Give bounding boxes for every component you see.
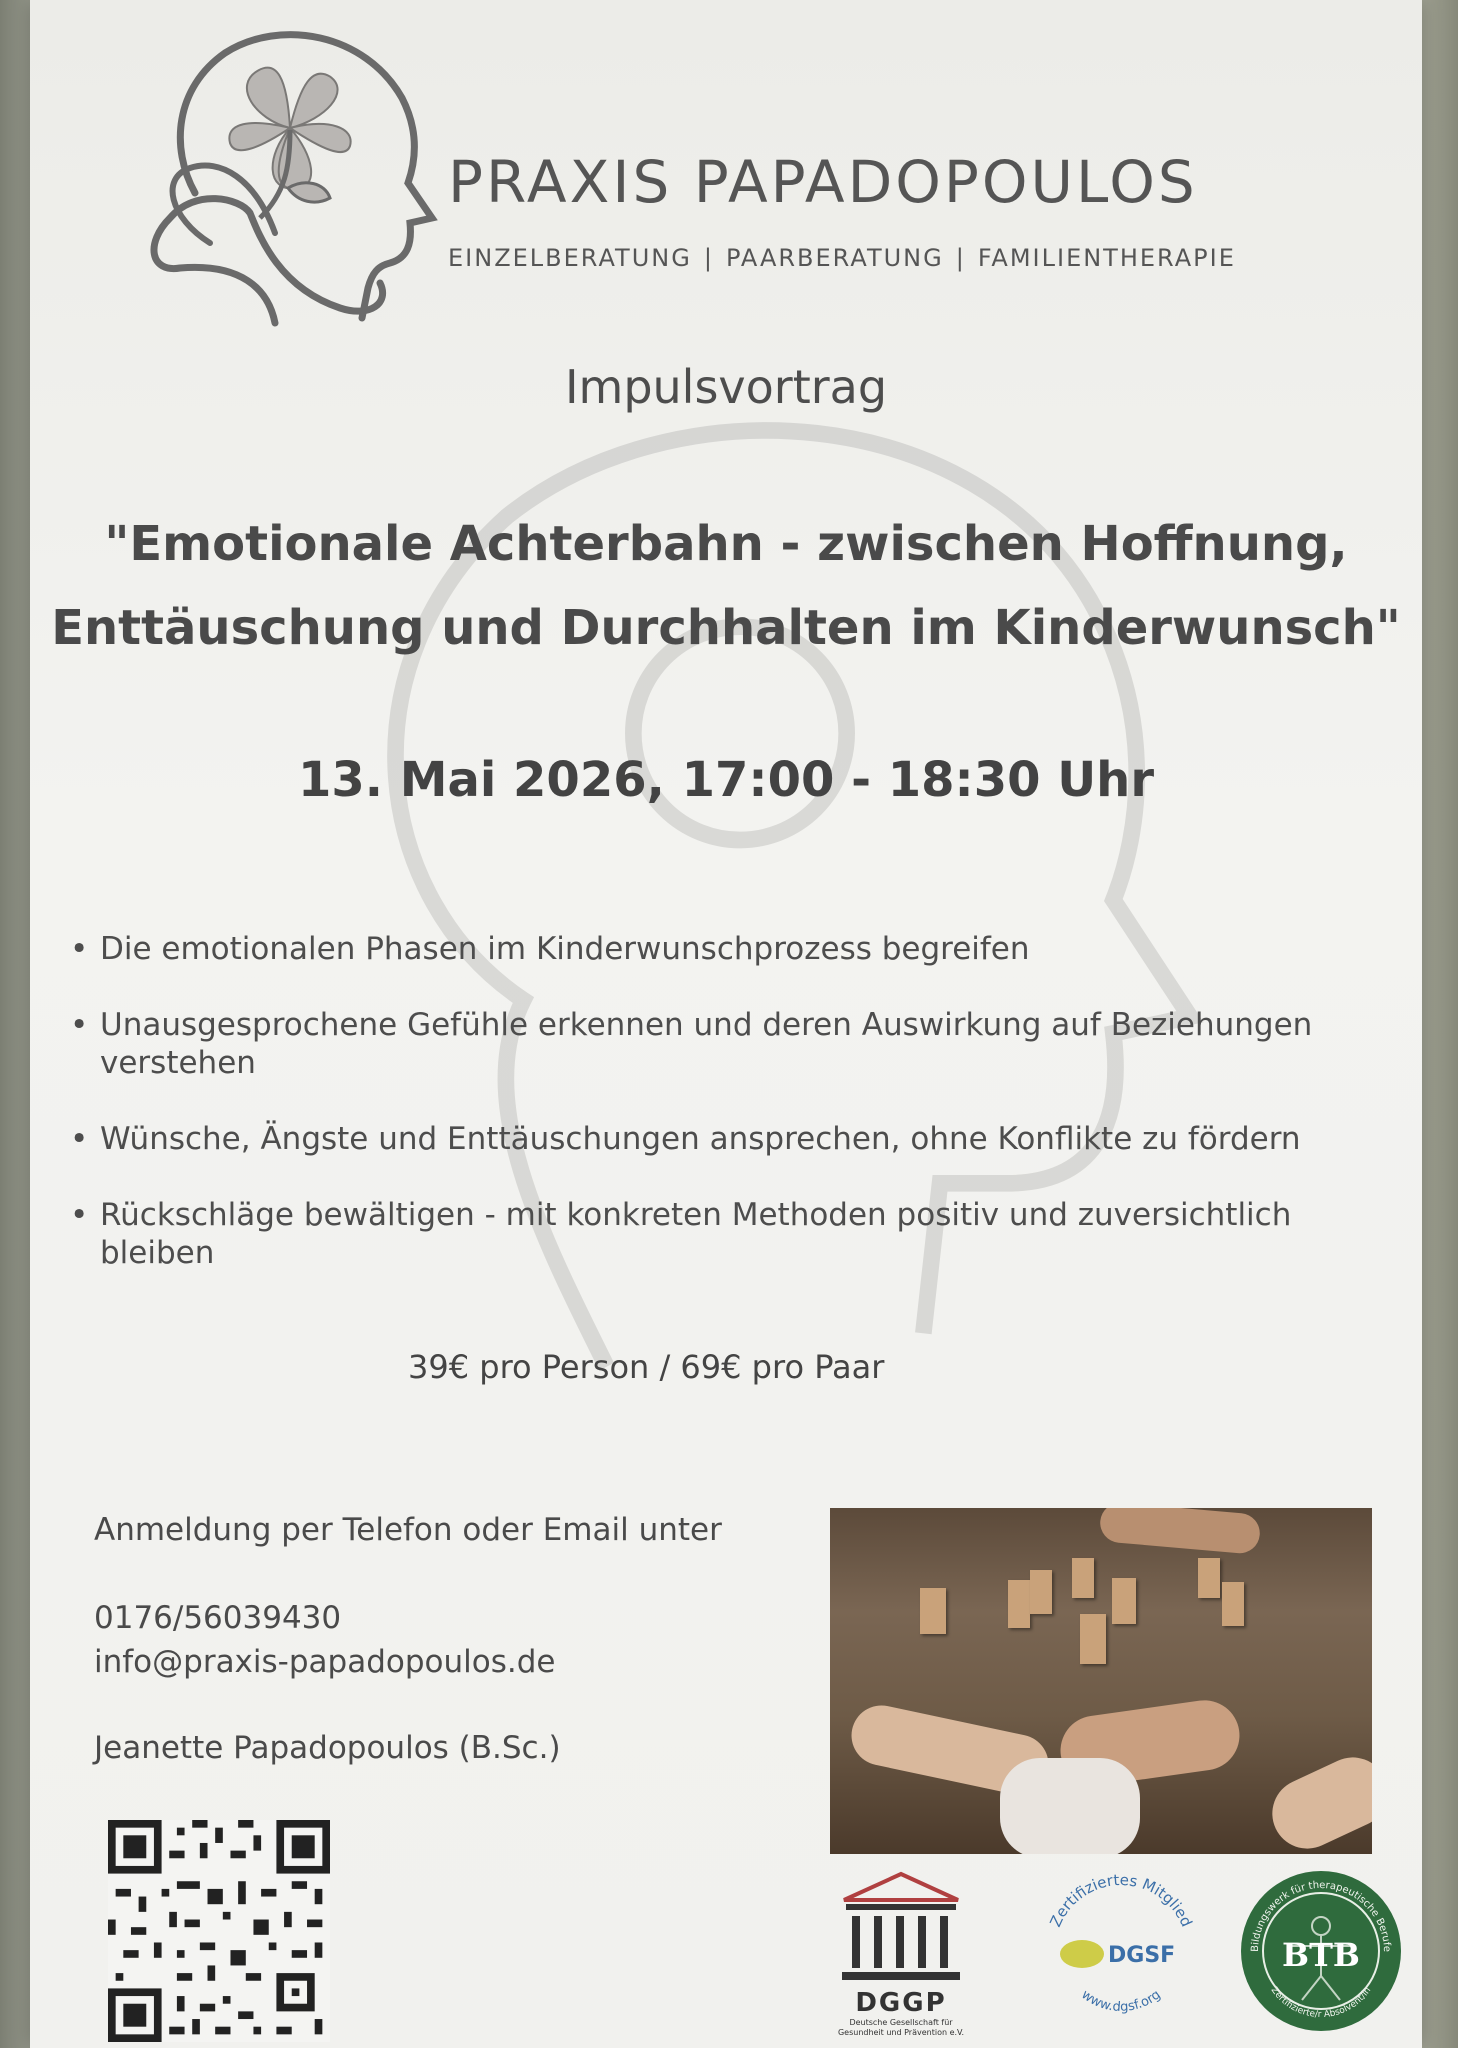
dgsf-top-text: Zertifiziertes Mitglied — [1046, 1870, 1196, 1930]
svg-text:www.dgsf.org — [1078, 1987, 1163, 2015]
wall-right — [1418, 0, 1458, 2048]
dggp-building-icon — [838, 1870, 964, 1986]
event-photo — [830, 1508, 1372, 1854]
brand-services — [448, 244, 1236, 272]
brand-title: PRAXIS PAPADOPOULOS — [448, 148, 1198, 216]
dgsf-abbr: DGSF — [1108, 1943, 1176, 1968]
separator: | — [703, 244, 714, 272]
contact-phone: 0176/56039430 — [94, 1600, 342, 1636]
list-item-text: Rückschläge bewältigen - mit konkreten Methoden positiv und zuversichtlich bleiben — [100, 1197, 1292, 1271]
headline-line-1: "Emotionale Achterbahn - zwischen Hoffnung, — [104, 516, 1348, 572]
btb-ring-bottom-text: Zertifizierte/r Absolvent/in — [1268, 1985, 1374, 2021]
btb-seal-icon — [1238, 1868, 1404, 2034]
price: 39€ pro Person / 69€ pro Paar — [408, 1348, 885, 1386]
event-headline — [30, 502, 1422, 670]
bullet-glyph: • — [70, 1007, 89, 1043]
service-familientherapie: FAMILIENTHERAPIE — [977, 244, 1236, 272]
list-item-text: Unausgesprochene Gefühle erkennen und deren Auswirkung auf Beziehungen verstehen — [100, 1007, 1313, 1081]
list-item — [70, 930, 1390, 968]
event-datetime: 13. Mai 2026, 17:00 - 18:30 Uhr — [297, 752, 1155, 808]
bullet-glyph: • — [70, 1197, 89, 1233]
poster — [30, 0, 1422, 2048]
event-kicker: Impulsvortrag — [564, 360, 888, 414]
watermark-logo-icon — [240, 310, 1240, 1490]
bullet-glyph: • — [70, 931, 89, 967]
list-item — [70, 1120, 1390, 1158]
service-einzelberatung: EINZELBERATUNG — [448, 244, 692, 272]
headline-line-2: Enttäuschung und Durchhalten im Kinderwunsch" — [51, 600, 1401, 656]
bullet-glyph: • — [70, 1121, 89, 1157]
qr-code-icon[interactable] — [108, 1820, 330, 2042]
list-item — [70, 1196, 1390, 1272]
btb-abbr: BTB — [1282, 1936, 1360, 1974]
dggp-full-name: Deutsche Gesellschaft für Gesundheit und Prävention e.V. — [837, 2018, 965, 2037]
list-item-text: Wünsche, Ängste und Enttäuschungen ansprechen, ohne Konflikte zu fördern — [100, 1121, 1301, 1157]
contact-email: info@praxis-papadopoulos.de — [94, 1644, 556, 1680]
contact-intro: Anmeldung per Telefon oder Email unter — [94, 1512, 722, 1548]
btb-ring-top-text: Bildungswerk für therapeutische Berufe — [1249, 1879, 1393, 1953]
dgsf-url-text: www.dgsf.org — [1078, 1987, 1164, 2016]
svg-text:Zertifiziertes Mitglied — [1046, 1871, 1196, 1930]
list-item-text: Die emotionalen Phasen im Kinderwunschprozess begreifen — [100, 931, 1030, 967]
service-paarberatung: PAARBERATUNG — [725, 244, 944, 272]
list-item — [70, 1006, 1390, 1082]
separator: | — [955, 244, 966, 272]
topic-list — [70, 930, 1390, 1310]
dgsf-seal-icon — [1030, 1860, 1212, 2042]
wall-left — [0, 0, 34, 2048]
dggp-abbr: DGGP — [855, 1988, 947, 2018]
head-clover-logo-icon — [140, 18, 440, 338]
contact-person: Jeanette Papadopoulos (B.Sc.) — [94, 1730, 561, 1766]
